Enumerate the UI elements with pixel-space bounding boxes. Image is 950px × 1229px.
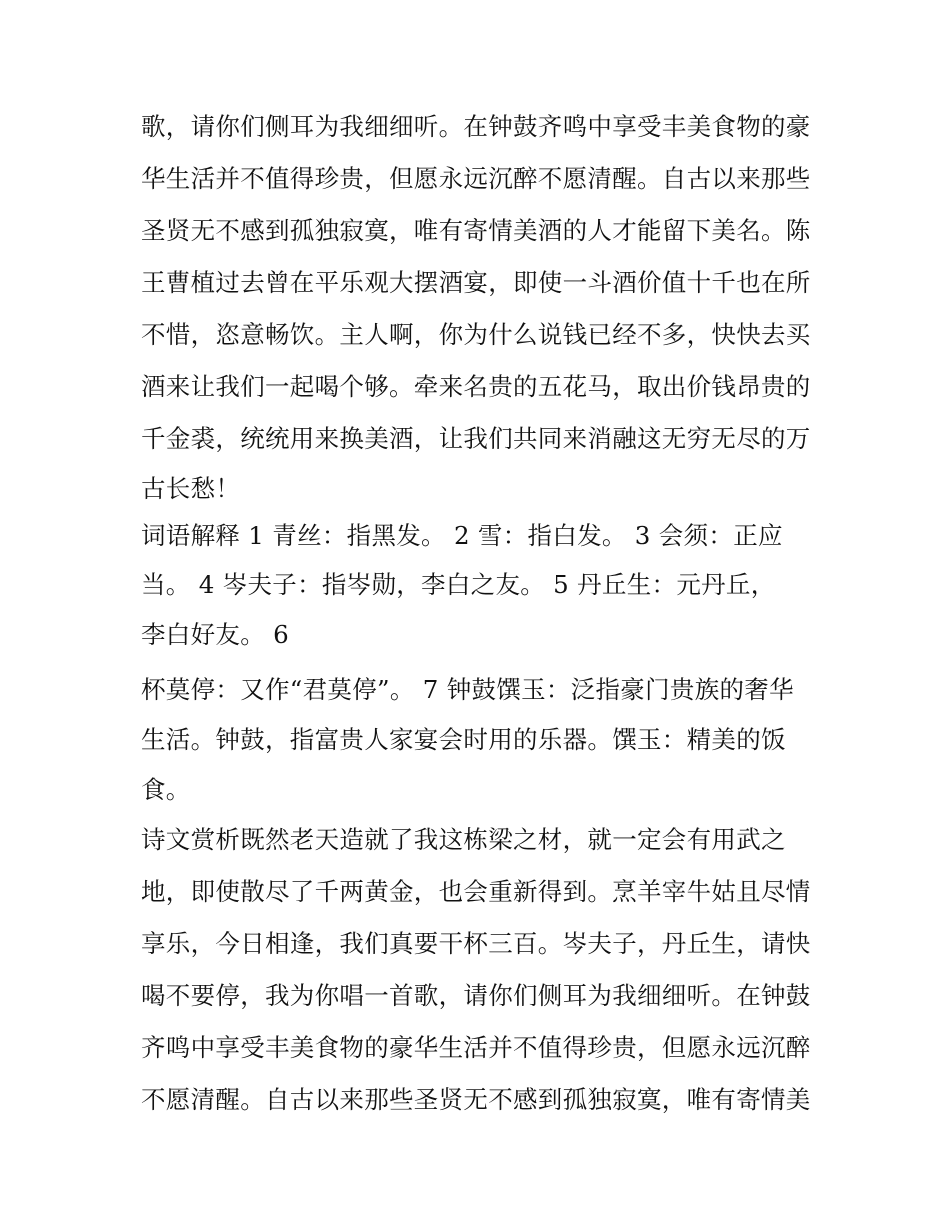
text-line: 地，即使散尽了千两黄金，也会重新得到。烹羊宰牛姑且尽情 xyxy=(141,877,811,906)
text-line: 喝不要停，我为你唱一首歌，请你们侧耳为我细细听。在钟鼓 xyxy=(141,981,811,1010)
text-line: 诗文赏析既然老天造就了我这栋梁之材，就一定会有用武之 xyxy=(141,825,786,854)
text-line: 当。 4 岑夫子：指岑勋，李白之友。 5 丹丘生：元丹丘， xyxy=(141,570,776,599)
text-line: 词语解释 1 青丝：指黑发。 2 雪：指白发。 3 会须：正应 xyxy=(141,521,783,550)
text-line: 华生活并不值得珍贵，但愿永远沉醉不愿清醒。自古以来那些 xyxy=(141,164,811,193)
text-line: 食。 xyxy=(141,775,191,804)
text-line: 不惜，恣意畅饮。主人啊，你为什么说钱已经不多，快快去买 xyxy=(141,320,811,349)
text-line: 不愿清醒。自古以来那些圣贤无不感到孤独寂寞，唯有寄情美 xyxy=(141,1085,811,1114)
text-line: 千金裘，统统用来换美酒，让我们共同来消融这无穷无尽的万 xyxy=(141,424,811,453)
text-line: 古长愁！ xyxy=(141,474,241,503)
text-line: 李白好友。 6 xyxy=(141,620,289,649)
text-line: 歌，请你们侧耳为我细细听。在钟鼓齐鸣中享受丰美食物的豪 xyxy=(141,112,811,141)
text-line: 酒来让我们一起喝个够。牵来名贵的五花马，取出价钱昂贵的 xyxy=(141,372,811,401)
text-line: 王曹植过去曾在平乐观大摆酒宴，即使一斗酒价值十千也在所 xyxy=(141,268,811,297)
text-line: 齐鸣中享受丰美食物的豪华生活并不值得珍贵，但愿永远沉醉 xyxy=(141,1033,811,1062)
text-line: 享乐，今日相逢，我们真要干杯三百。岑夫子，丹丘生，请快 xyxy=(141,929,811,958)
text-line: 圣贤无不感到孤独寂寞，唯有寄情美酒的人才能留下美名。陈 xyxy=(141,216,811,245)
text-line: 生活。钟鼓，指富贵人家宴会时用的乐器。馔玉：精美的饭 xyxy=(141,725,786,754)
text-line: 杯莫停：又作“君莫停”。 7 钟鼓馔玉：泛指豪门贵族的奢华 xyxy=(141,675,794,704)
